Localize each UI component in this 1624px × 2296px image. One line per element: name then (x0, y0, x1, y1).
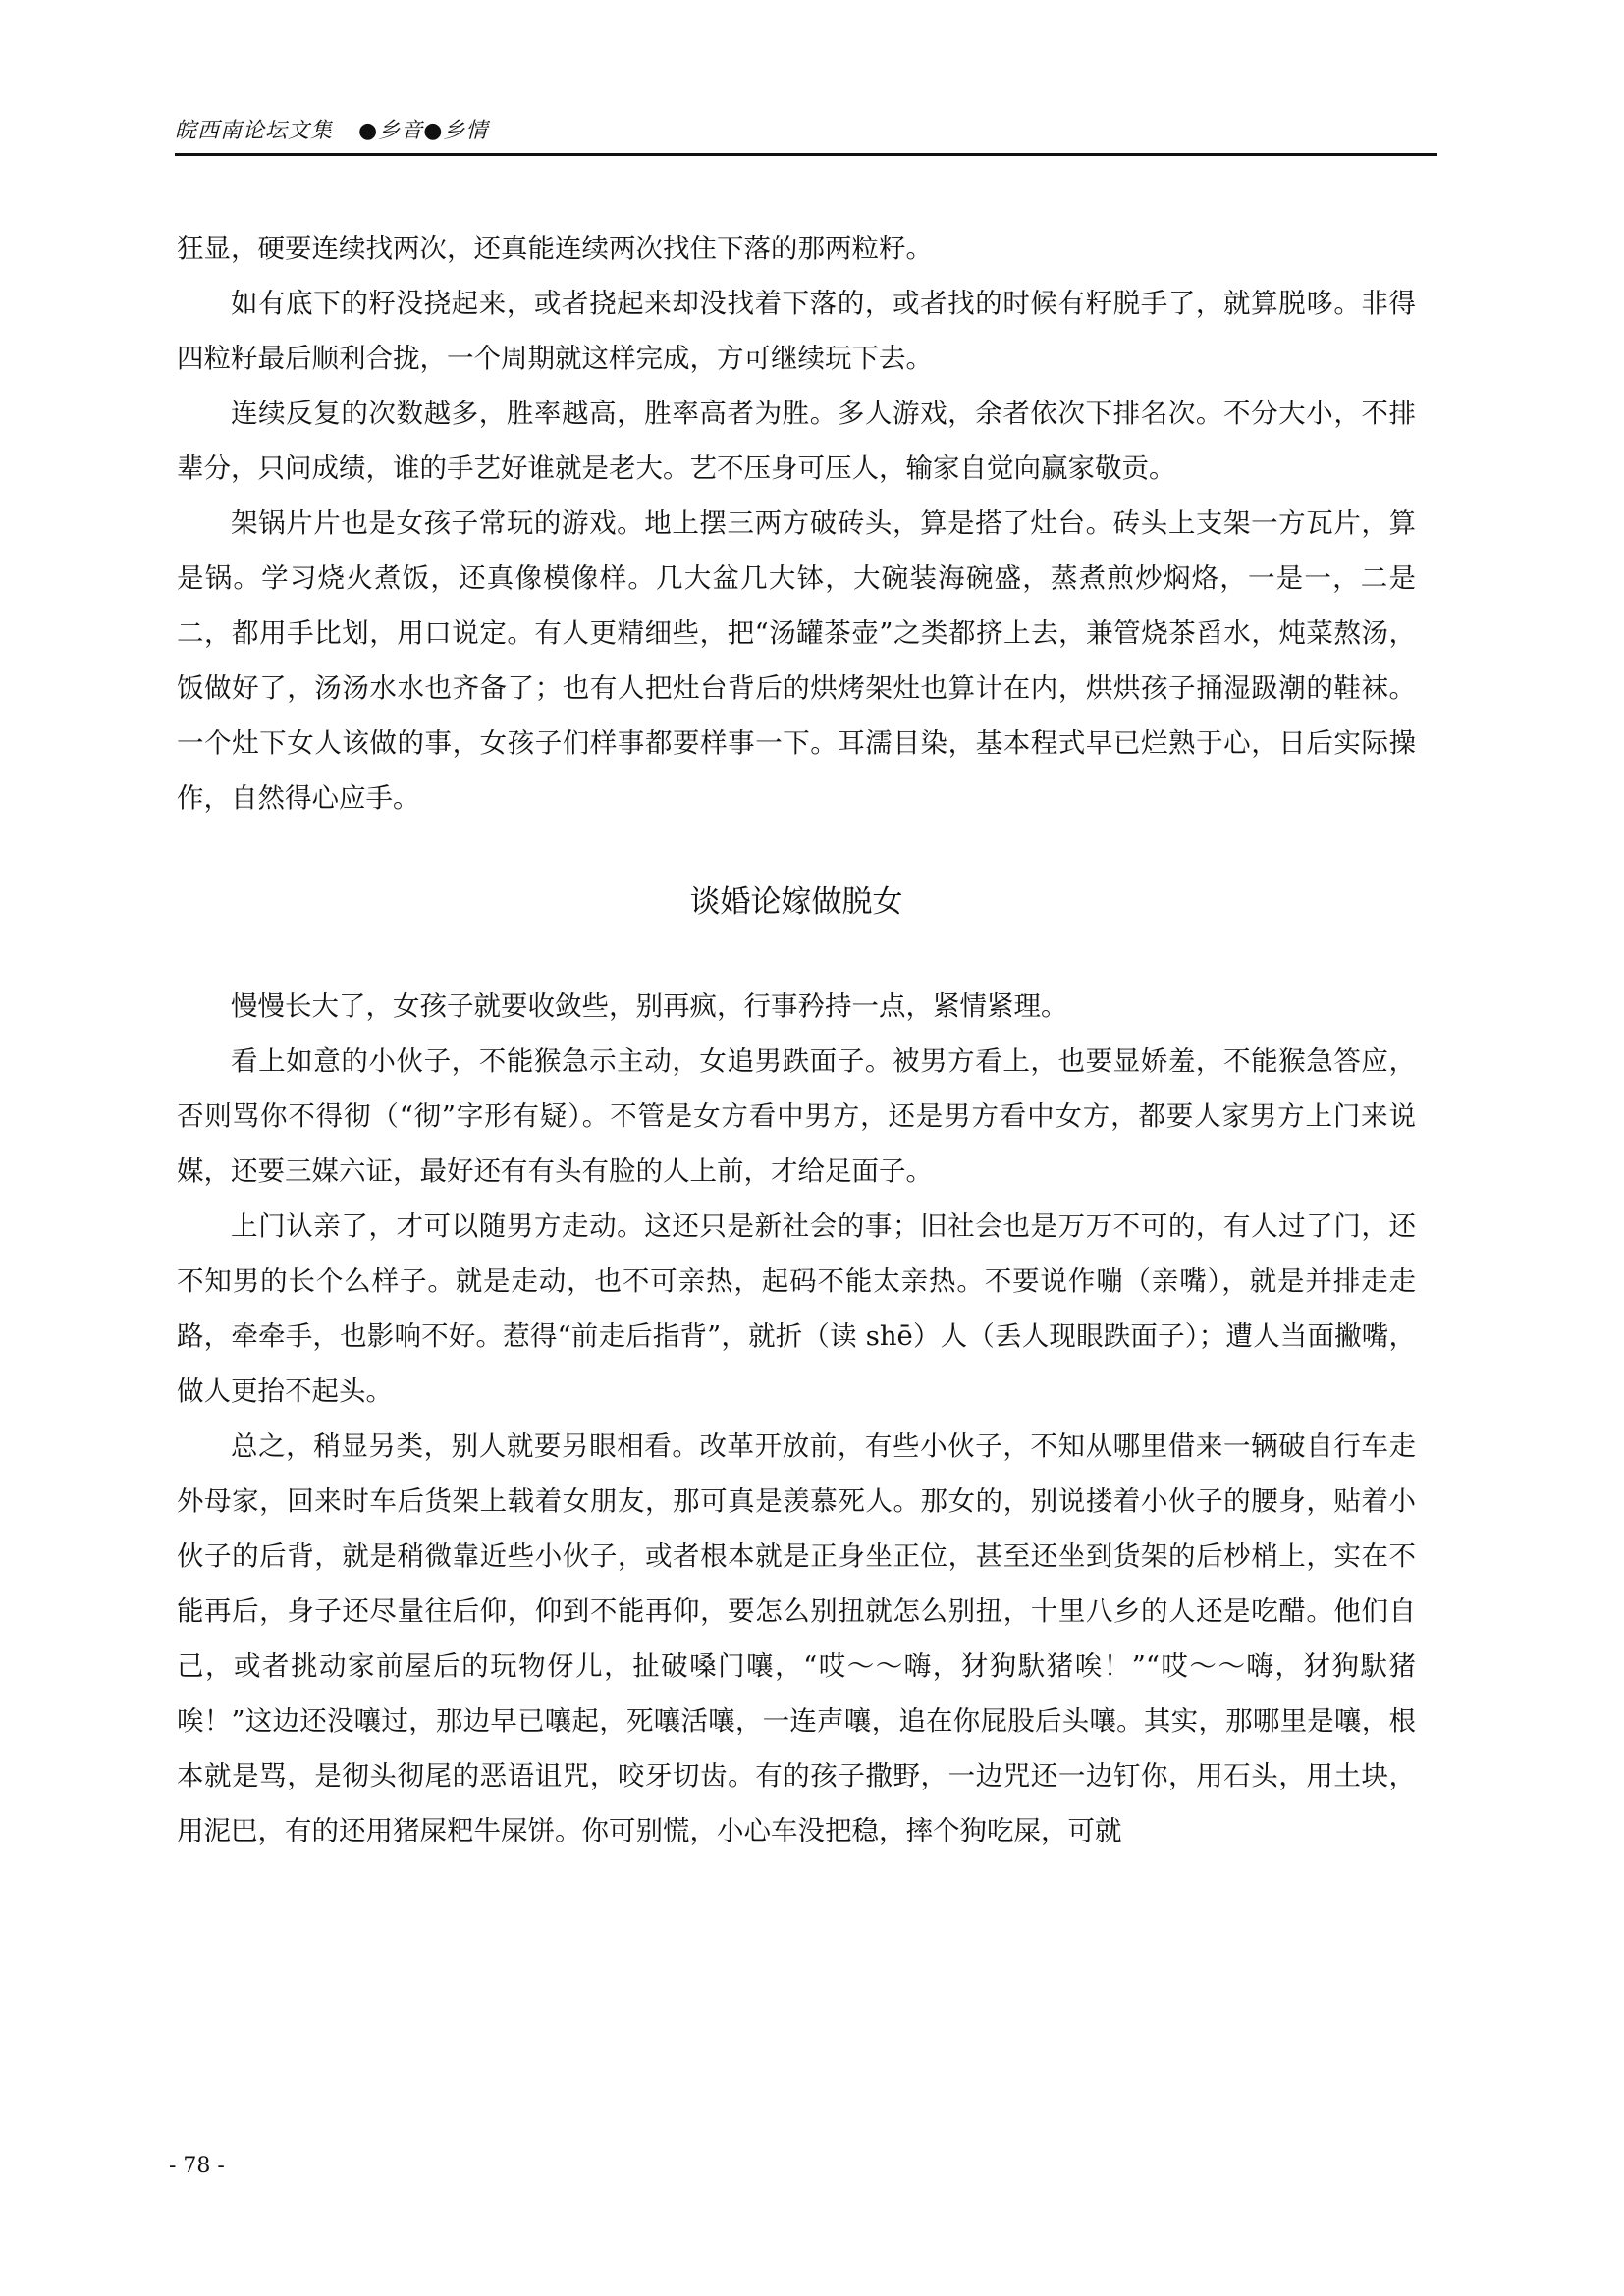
running-header (175, 110, 1437, 156)
paragraph: 总之，稍显另类，别人就要另眼相看。改革开放前，有些小伙子，不知从哪里借来一辆破自行车走外母家，回来时车后货架上载着女朋友，那可真是羡慕死人。那女的，别说搂着小伙子的腰身，贴着小伙子的后背，就是稍微靠近些小伙子，或者根本就是正身坐正位，甚至还坐到货架的后杪梢上，实在不能再后，身子还尽量往后仰，仰到不能再仰，要怎么别扭就怎么别扭，十里八乡的人还是吃醋。他们自己，或者挑动家前屋后的玩物伢儿，扯破嗓门嚷，“哎～～嗨，犲狗馱猪唉！”“哎～～嗨，犲狗馱猪唉！”这边还没嚷过，那边早已嚷起，死嚷活嚷，一连声嚷，追在你屁股后头嚷。其实，那哪里是嚷，根本就是骂，是彻头彻尾的恶语诅咒，咬牙切齿。有的孩子撒野，一边咒还一边钉你，用石头，用土块，用泥巴，有的还用猪屎粑牛屎饼。你可别慌，小心车没把稳，摔个狗吃屎，可就 (177, 1430, 1416, 1846)
paragraph: 慢慢长大了，女孩子就要收敛些，别再疯，行事矜持一点，紧情紧理。 (231, 990, 1068, 1022)
header-text (175, 114, 488, 144)
paragraph: 架锅片片也是女孩子常玩的游戏。地上摆三两方破砖头，算是搭了灶台。砖头上支架一方瓦片，算是锅。学习烧火煮饭，还真像模像样。几大盆几大钵，大碗装海碗盛，蒸煮煎炒焖烙，一是一，二是二，都用手比划，用口说定。有人更精细些，把“汤罐茶壶”之类都挤上去，兼管烧茶舀水，炖菜熬汤，饭做好了，汤汤水水也齐备了；也有人把灶台背后的烘烤架灶也算计在内，烘烘孩子捅湿趿潮的鞋袜。一个灶下女人该做的事，女孩子们样事都要样事一下。耳濡目染，基本程式早已烂熟于心，日后实际操作，自然得心应手。 (177, 507, 1416, 814)
paragraph: 如有底下的籽没挠起来，或者挠起来却没找着下落的，或者找的时候有籽脱手了，就算脱哆。非得四粒籽最后顺利合拢，一个周期就这样完成，方可继续玩下去。 (177, 288, 1416, 374)
paragraph: 看上如意的小伙子，不能猴急示主动，女追男跌面子。被男方看上，也要显娇羞，不能猴急答应，否则骂你不得彻（“彻”字形有疑）。不管是女方看中男方，还是男方看中女方，都要人家男方上门来说媒，还要三媒六证，最好还有有头有脸的人上前，才给足面子。 (177, 1045, 1416, 1187)
article-body (177, 221, 1416, 1858)
paragraph: 狂显，硬要连续找两次，还真能连续两次找住下落的那两粒籽。 (177, 233, 933, 264)
collection-title: 皖西南论坛文集 (175, 119, 334, 143)
paragraph: 上门认亲了，才可以随男方走动。这还只是新社会的事；旧社会也是万万不可的，有人过了门，还不知男的长个么样子。就是走动，也不可亲热，起码不能太亲热。不要说作嘣（亲嘴），就是并排走走路，牵牵手，也影响不好。惹得“前走后指背”，就折（读 shē）人（丢人现眼跌面子）；遭人当面撇嘴，做人更抬不起头。 (177, 1210, 1416, 1407)
paragraph: 连续反复的次数越多，胜率越高，胜率高者为胜。多人游戏，余者依次下排名次。不分大小，不排辈分，只问成绩，谁的手艺好谁就是老大。艺不压身可压人，输家自觉向赢家敬贡。 (177, 398, 1416, 484)
section-label: ●乡音●乡情 (358, 119, 489, 143)
page-number: - 78 - (169, 2154, 225, 2178)
section-title: 谈婚论嫁做脱女 (689, 884, 903, 920)
